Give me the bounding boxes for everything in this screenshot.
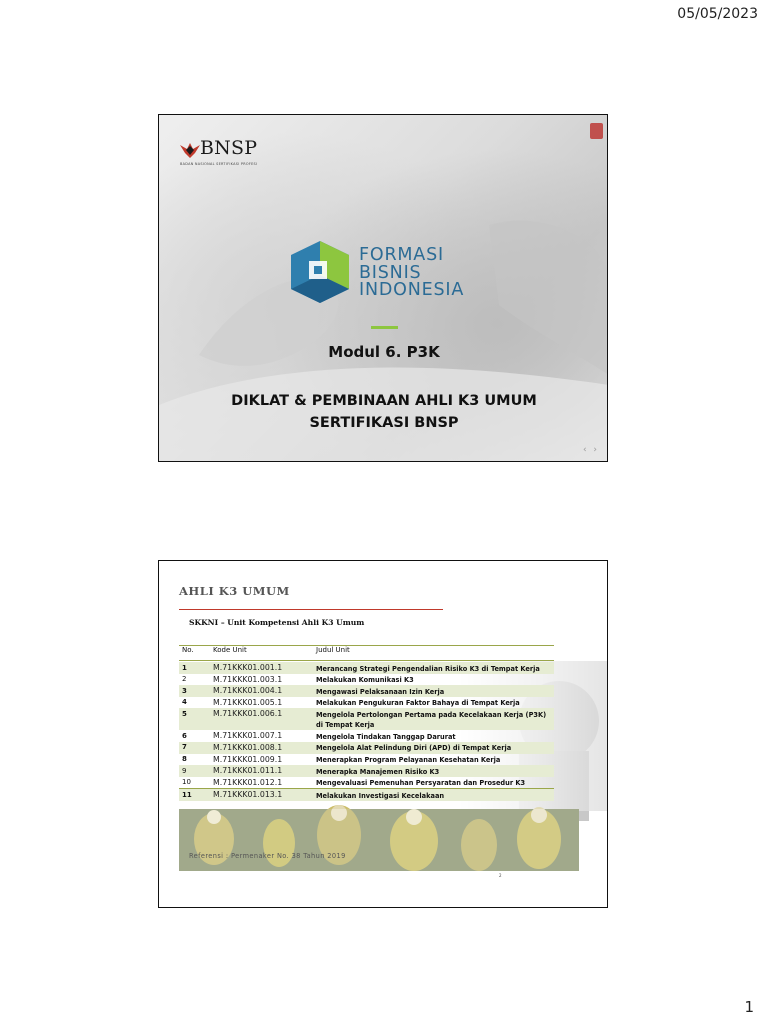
row-no: 4 — [182, 698, 187, 707]
course-title — [159, 390, 608, 434]
table-row — [179, 777, 554, 789]
row-no: 11 — [182, 790, 192, 799]
row-no: 8 — [182, 755, 187, 764]
table-row — [179, 765, 554, 777]
row-no: 10 — [182, 778, 191, 787]
row-judul: Menerapkan Program Pelayanan Kesehatan Kerja — [316, 756, 501, 765]
table-row — [179, 685, 554, 697]
row-kode: M.71KKK01.005.1 — [213, 697, 283, 707]
brand-line-2: BISNIS — [359, 262, 422, 283]
header-bottom-rule — [179, 660, 554, 661]
row-judul: Melakukan Pengukuran Faktor Bahaya di Tempat Kerja — [316, 699, 520, 708]
row-judul: Mengelola Alat Pelindung Diri (APD) di Tempat Kerja — [316, 744, 512, 753]
row-no: 3 — [182, 686, 187, 695]
row-judul: Mengelola Pertolongan Pertama pada Kecelakaan Kerja (P3K) di Tempat Kerja — [316, 710, 547, 729]
table-row — [179, 730, 554, 742]
row-kode: M.71KKK01.003.1 — [213, 674, 283, 684]
row-judul: Melakukan Investigasi Kecelakaan — [316, 791, 445, 800]
brand-line-1: FORMASI — [359, 245, 444, 265]
row-kode: M.71KKK01.011.1 — [213, 766, 283, 776]
garuda-icon — [179, 141, 201, 159]
row-kode: M.71KKK01.012.1 — [213, 777, 283, 787]
bnsp-logo-subtext: BADAN NASIONAL SERTIFIKASI PROFESI — [180, 162, 258, 166]
page-number: 1 — [744, 998, 754, 1016]
row-judul: Melakukan Komunikasi K3 — [316, 676, 414, 685]
row-kode: M.71KKK01.013.1 — [213, 790, 283, 800]
table-row — [179, 742, 554, 754]
title-slide — [158, 114, 608, 462]
bnsp-logo-text: BNSP — [200, 137, 258, 159]
table-row — [179, 674, 554, 686]
row-kode: M.71KKK01.007.1 — [213, 731, 283, 741]
course-title-line-1: DIKLAT & PEMBINAAN AHLI K3 UMUM — [231, 393, 537, 409]
heading-underline — [179, 609, 443, 610]
table-row — [179, 708, 554, 730]
competency-units-slide — [158, 560, 608, 908]
row-judul: Merancang Strategi Pengendalian Risiko K3 di Tempat Kerja — [316, 664, 540, 673]
competency-table — [179, 662, 554, 801]
formasi-bisnis-indonesia-logo-mark — [287, 239, 353, 305]
row-no: 9 — [182, 766, 187, 775]
module-title: Modul 6. P3K — [328, 343, 440, 361]
row-judul: Mengevaluasi Pemenuhan Persyaratan dan Prosedur K3 — [316, 779, 526, 788]
table-row — [179, 754, 554, 766]
row-kode: M.71KKK01.006.1 — [213, 709, 283, 719]
column-header-kode: Kode Unit — [213, 646, 247, 654]
table-row — [179, 788, 554, 801]
row-judul: Menerapka Manajemen Risiko K3 — [316, 767, 440, 776]
row-no: 2 — [182, 675, 187, 684]
row-no: 5 — [182, 709, 187, 718]
slide-nav-arrows[interactable]: ‹ › — [582, 445, 599, 455]
brand-line-3: INDONESIA — [359, 280, 465, 300]
row-no: 1 — [182, 663, 187, 672]
table-row — [179, 662, 554, 674]
bnsp-logo — [179, 137, 279, 171]
row-kode: M.71KKK01.004.1 — [213, 686, 283, 696]
reference-note: Referensi : Permenaker No. 38 Tahun 2019 — [189, 852, 346, 860]
row-judul: Mengawasi Pelaksanaan Izin Kerja — [316, 687, 445, 696]
corner-badge — [590, 123, 603, 139]
row-kode: M.71KKK01.009.1 — [213, 754, 283, 764]
slide-heading: AHLI K3 UMUM — [179, 584, 290, 598]
print-date: 05/05/2023 — [677, 6, 758, 22]
table-row — [179, 697, 554, 709]
column-header-judul: Judul Unit — [316, 646, 350, 654]
table-title: SKKNI – Unit Kompetensi Ahli K3 Umum — [189, 618, 365, 627]
course-title-line-2: SERTIFIKASI BNSP — [309, 415, 459, 431]
row-judul: Mengelola Tindakan Tanggap Darurat — [316, 732, 456, 741]
formasi-bisnis-indonesia-wordmark — [359, 247, 464, 300]
column-header-no: No. — [182, 646, 194, 654]
row-no: 6 — [182, 731, 187, 740]
row-no: 7 — [182, 743, 187, 752]
accent-divider — [371, 326, 398, 329]
slide-number: 2 — [499, 873, 502, 878]
row-kode: M.71KKK01.008.1 — [213, 742, 283, 752]
row-kode: M.71KKK01.001.1 — [213, 663, 283, 672]
